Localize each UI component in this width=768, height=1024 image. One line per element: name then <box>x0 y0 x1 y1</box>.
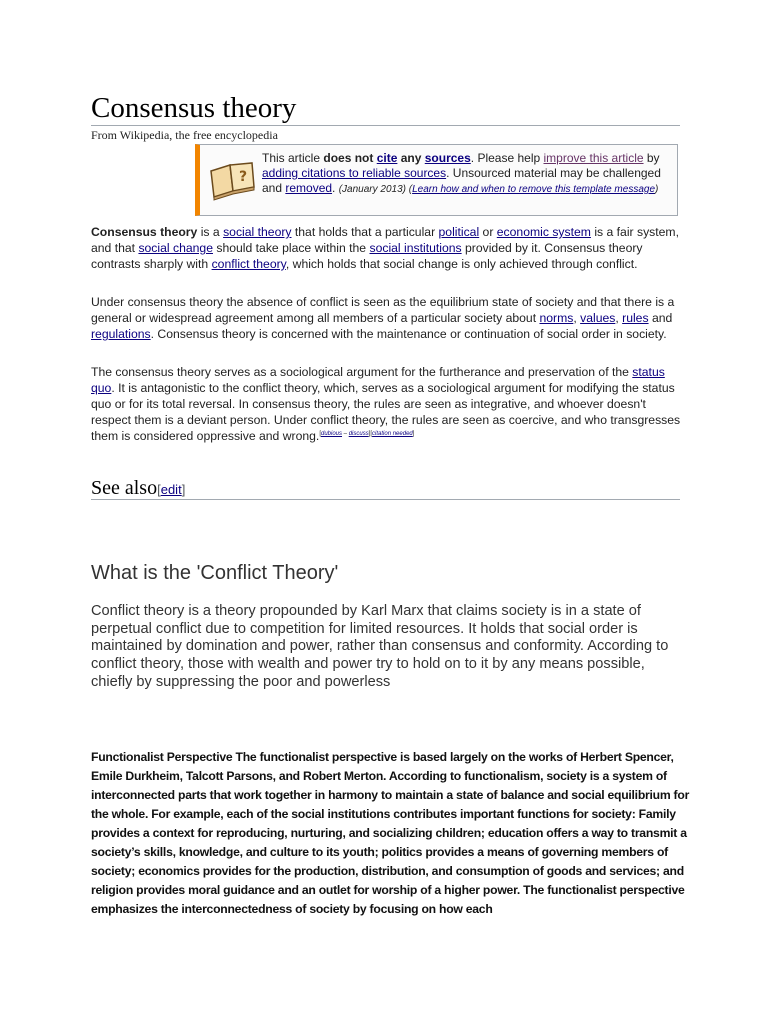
page-title: Consensus theory <box>91 92 297 124</box>
norms-link[interactable]: norms <box>539 311 574 325</box>
notice-text-part: This article <box>262 151 324 165</box>
improve-article-link[interactable]: improve this article <box>543 151 644 165</box>
equilibrium-paragraph <box>91 294 681 342</box>
bracket: ][ <box>368 430 373 437</box>
edit-section-link[interactable]: edit <box>160 482 182 497</box>
notice-text-part: . Unsourced material may be challenged and <box>262 166 661 195</box>
dash: – <box>342 430 349 437</box>
removed-link[interactable]: removed <box>285 181 333 195</box>
status-quo-link[interactable]: status quo <box>91 365 665 395</box>
text-run: or <box>479 225 497 239</box>
text-run: and <box>648 311 673 325</box>
text-run: Under consensus theory the absence of conflict is seen as the equilibrium state of society and that there is a general or widespread agreement among all members of a particular society about <box>91 295 675 325</box>
text-run: . It is antagonistic to the conflict theory, which, serves as a sociological argument for modifying the status quo or for its total reversal. In consensus theory, the rules are seen as integrative, and whoever doesn't respect them is a deviant person. Under conflict theory, the rules are seen as coercive, and who transgresses them is considered oppressive and wrong. <box>91 381 681 443</box>
conflict-theory-link[interactable]: conflict theory <box>211 257 286 271</box>
text-run: is a <box>197 225 224 239</box>
text-run: . Consensus theory is concerned with the maintenance or continuation of social order in society. <box>150 327 667 341</box>
section-divider <box>91 499 680 500</box>
economic-system-link[interactable]: economic system <box>496 225 591 239</box>
edit-bracket: [ <box>157 482 161 497</box>
text-run: , which holds that social change is only achieved through conflict. <box>285 257 638 271</box>
bracket: ] <box>412 430 415 437</box>
conflict-theory-paragraph: Conflict theory is a theory propounded by Karl Marx that claims society is in a state of perpetual conflict due to competition for limited resources. It holds that social order is maintained by domination and power, rather than consensus and conformity. According to conflict theory, those with wealth and power try to hold on to it by any means possible, chiefly by suppressing the poor and powerless <box>91 603 669 690</box>
notice-text-part: ) <box>655 184 659 195</box>
text-run: , <box>573 311 581 325</box>
text-run: should take place within the <box>212 241 370 255</box>
functionalist-paragraph: Functionalist Perspective The functionalist perspective is based largely on the works of Herbert Spencer, Emile Durkheim, Talcott Parsons, and Robert Merton. According to functionalism, society is a system of interconnected parts that work together in harmony to maintain a state of balance and social equilibrium for the whole. For example, each of the social institutions contributes important functions for society: Family provides a context for reproducing, nurturing, and socializing children; education offers a way to transmit a society’s skills, knowledge, and culture to its youth; politics provides a means of governing members of society; economics provides for the production, distribution, and consumption of goods and services; and religion provides moral guidance and an outlet for worship of a higher power. The functionalist perspective emphasizes the interconnectedness of society by focusing on how each <box>91 750 690 916</box>
rules-link[interactable]: rules <box>622 311 649 325</box>
notice-text-part: . <box>332 181 339 195</box>
notice-date: (January 2013) <box>338 184 406 195</box>
bold-term: Consensus theory <box>91 225 198 239</box>
site-tagline: From Wikipedia, the free encyclopedia <box>91 128 278 142</box>
status-quo-paragraph <box>91 364 681 444</box>
text-run: , <box>615 311 623 325</box>
see-also-heading <box>91 477 185 500</box>
svg-text:?: ? <box>239 169 248 185</box>
unreferenced-notice-box <box>195 144 678 216</box>
political-link[interactable]: political <box>438 225 480 239</box>
social-theory-link[interactable]: social theory <box>223 225 292 239</box>
notice-emphasis: any <box>397 151 425 165</box>
cite-link[interactable]: cite <box>376 151 398 165</box>
see-also-heading-text: See also <box>91 477 158 499</box>
notice-text <box>262 151 672 197</box>
citation-needed-tag <box>319 431 414 437</box>
sources-link[interactable]: sources <box>424 151 471 165</box>
notice-text-part: ( <box>405 184 413 195</box>
regulations-link[interactable]: regulations <box>91 327 151 341</box>
conflict-theory-heading: What is the 'Conflict Theory' <box>91 562 339 584</box>
text-run: The consensus theory serves as a sociological argument for the furtherance and preservation of the <box>91 365 633 379</box>
notice-emphasis: does not <box>323 151 377 165</box>
text-run: provided by it. Consensus theory contrasts sharply with <box>91 241 643 271</box>
values-link[interactable]: values <box>580 311 616 325</box>
dubious-link[interactable]: dubious <box>320 430 343 437</box>
notice-text-part: . Please help <box>470 151 544 165</box>
edit-bracket: ] <box>181 482 186 497</box>
text-run: is a fair system, and that <box>91 225 679 255</box>
book-question-icon <box>208 157 258 201</box>
learn-how-link[interactable]: Learn how and when to remove this template message <box>412 184 656 195</box>
discuss-link[interactable]: discuss <box>348 430 369 437</box>
social-change-link[interactable]: social change <box>138 241 213 255</box>
bracket: [ <box>319 430 321 437</box>
citation-needed-link[interactable]: citation needed <box>372 430 413 437</box>
adding-citations-link[interactable]: adding citations to reliable sources <box>262 166 447 180</box>
social-institutions-link[interactable]: social institutions <box>369 241 462 255</box>
notice-text-part: by <box>643 151 660 165</box>
title-divider <box>91 125 680 126</box>
intro-paragraph <box>91 224 681 272</box>
text-run: that holds that a particular <box>291 225 439 239</box>
